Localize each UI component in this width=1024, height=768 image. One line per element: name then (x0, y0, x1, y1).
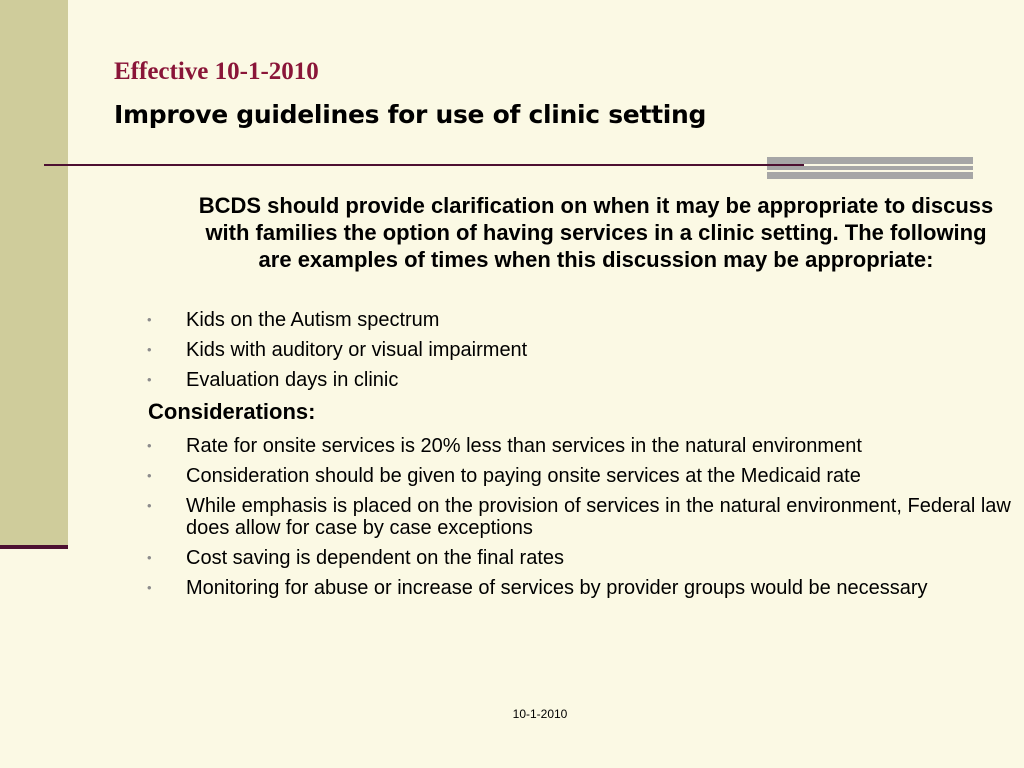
list-item-text: Monitoring for abuse or increase of services by provider groups would be necessary (186, 577, 928, 599)
left-decorative-bar (0, 0, 68, 545)
list-item-text: While emphasis is placed on the provision of services in the natural environment, Federal law does allow for case by case exceptions (186, 495, 1011, 539)
intro-paragraph: BCDS should provide clarification on when it may be appropriate to discuss with families the option of having services in a clinic setting. The following are examples of times when this discussion may be appropriate: (198, 193, 994, 272)
decorative-grey-bar (767, 166, 973, 170)
bullet-dot-icon: • (147, 498, 152, 513)
considerations-heading: Considerations: (148, 399, 316, 424)
bullet-dot-icon: • (147, 580, 152, 595)
list-item-text: Evaluation days in clinic (186, 369, 399, 391)
bullet-dot-icon: • (147, 468, 152, 483)
list-item (140, 435, 1020, 457)
list-item-text: Cost saving is dependent on the final rates (186, 547, 565, 569)
slide-title: Improve guidelines for use of clinic setting (114, 100, 707, 129)
list-item-text: Consideration should be given to paying onsite services at the Medicaid rate (186, 465, 861, 487)
list-item-text: Kids with auditory or visual impairment (186, 339, 528, 361)
decorative-grey-bar (767, 172, 973, 179)
bullet-dot-icon: • (147, 312, 152, 327)
left-bar-rule (0, 545, 68, 549)
considerations-list (140, 435, 1020, 607)
list-item (140, 495, 1020, 539)
slide-title-effective-date: Effective 10-1-2010 (114, 58, 319, 85)
title-divider (44, 164, 804, 166)
bullet-dot-icon: • (147, 550, 152, 565)
list-item (140, 339, 1020, 361)
decorative-grey-bar (767, 157, 973, 164)
bullet-dot-icon: • (147, 438, 152, 453)
list-item-text: Kids on the Autism spectrum (186, 309, 440, 331)
list-item (140, 309, 1020, 331)
list-item (140, 465, 1020, 487)
list-item-text: Rate for onsite services is 20% less than services in the natural environment (186, 435, 862, 457)
bullet-dot-icon: • (147, 372, 152, 387)
list-item (140, 577, 1020, 599)
bullet-dot-icon: • (147, 342, 152, 357)
list-item (140, 369, 1020, 391)
footer-date: 10-1-2010 (512, 707, 568, 721)
list-item (140, 547, 1020, 569)
examples-list (140, 309, 1020, 399)
